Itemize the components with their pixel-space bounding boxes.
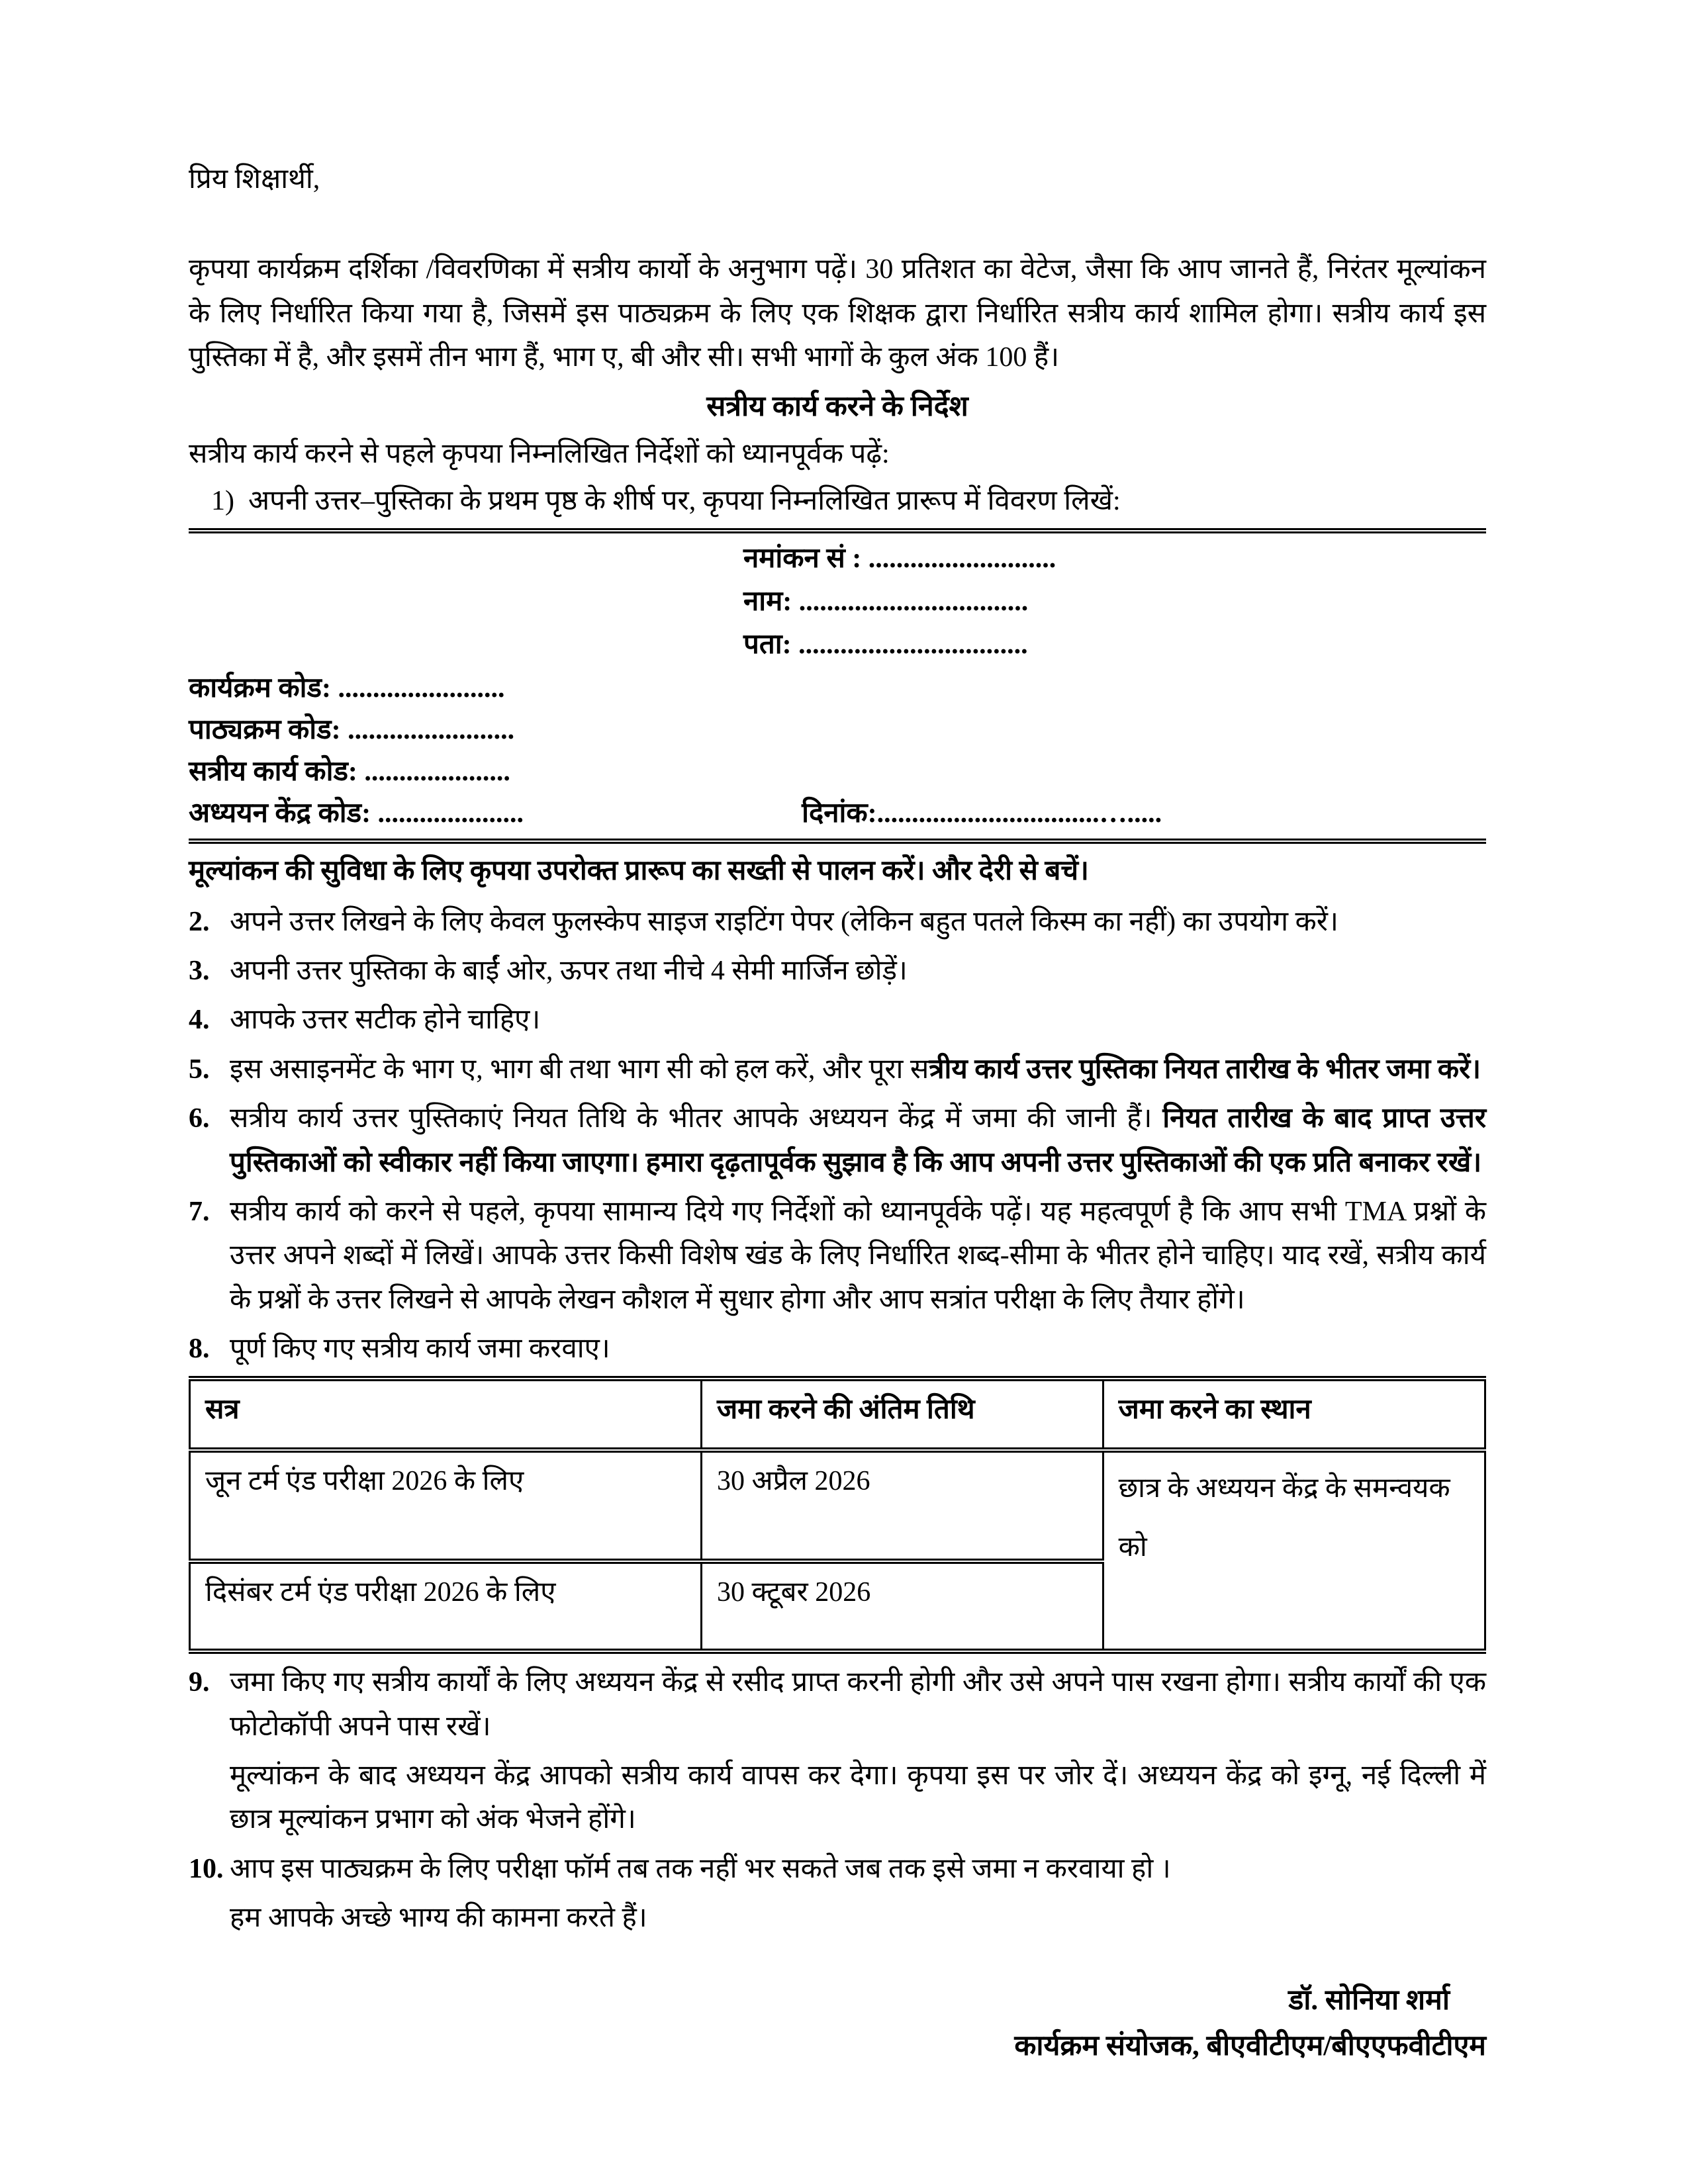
item-1-number: 1) xyxy=(211,485,234,516)
table-header-row xyxy=(190,1379,1485,1450)
section-heading: सत्रीय कार्य करने के निर्देश xyxy=(706,391,968,423)
enrollment-number-field: नमांकन सं : ........................... xyxy=(743,543,1056,574)
header-deadline: जमा करने की अंतिम तिथि xyxy=(702,1379,1103,1450)
submission-schedule-table xyxy=(189,1376,1486,1654)
item-5-number: 5. xyxy=(189,1054,210,1085)
table-row-june-2026 xyxy=(190,1450,1485,1561)
instruction-item-8 xyxy=(189,1327,1486,1371)
item-3-number: 3. xyxy=(189,956,210,987)
date-field: दिनांक:................................…..... xyxy=(802,798,1162,829)
session-june-2026: जून टर्म एंड परीक्षा 2026 के लिए xyxy=(190,1450,702,1561)
item-2-text: अपने उत्तर लिखने के लिए केवल फुलस्केप साइज राइटिंग पेपर (लेकिन बहुत पतले किस्म का नहीं) का उपयोग करें। xyxy=(230,906,1338,937)
instruction-item-6 xyxy=(189,1097,1486,1185)
item-9-text: जमा किए गए सत्रीय कार्यों के लिए अध्ययन केंद्र से रसीद प्राप्त करनी होगी और उसे अपने पास रखना होगा। सत्रीय कार्यों की एक फोटोकॉपी अपने पास रखें। xyxy=(230,1667,1486,1742)
item-3-text: अपनी उत्तर पुस्तिका के बाईं ओर, ऊपर तथा नीचे 4 सेमी मार्जिन छोड़ें। xyxy=(230,956,908,987)
intro-paragraph: कृपया कार्यक्रम दर्शिका /विवरणिका में सत्रीय कार्यो के अनुभाग पढ़ें। 30 प्रतिशत का वेटेज, जैसा कि आप जानते हैं, निरंतर मूल्यांकन के लिए निर्धारित किया गया है, जिसमें इस पाठ्यक्रम के लिए एक शिक्षक द्वारा निर्धारित सत्रीय कार्य शामिल होगा। सत्रीय कार्य इस पुस्तिका में है, और इसमें तीन भाग हैं, भाग ए, बी और सी। सभी भागों के कुल अंक 100 हैं। xyxy=(189,254,1486,373)
assignment-code-field: सत्रीय कार्य कोड: ..................... xyxy=(189,756,510,788)
item-9-continuation: मूल्यांकन के बाद अध्ययन केंद्र आपको सत्रीय कार्य वापस कर देगा। कृपया इस पर जोर दें। अध्ययन केंद्र को इग्नू, नई दिल्ली में छात्र मूल्यांकन प्रभाग को अंक भेजने होंगे। xyxy=(230,1760,1487,1835)
instruction-item-7 xyxy=(189,1190,1486,1322)
item-5-text: इस असाइनमेंट के भाग ए, भाग बी तथा भाग सी को हल करें, और पूरा सत्रीय कार्य उत्तर पुस्तिका नियत तारीख के भीतर जमा करें। xyxy=(230,1054,1481,1085)
deadline-june-2026: 30 अप्रैल 2026 xyxy=(702,1450,1103,1561)
course-code-field: पाठ्यक्रम कोड: ........................ xyxy=(189,715,515,746)
top-divider xyxy=(189,528,1486,533)
deadline-december-2026: 30 क्टूबर 2026 xyxy=(702,1561,1103,1651)
item-4-text: आपके उत्तर सटीक होने चाहिए। xyxy=(230,1005,541,1036)
item-1-text: अपनी उत्तर–पुस्तिका के प्रथम पृष्ठ के शीर्ष पर, कृपया निम्नलिखित प्रारूप में विवरण लिखें: xyxy=(248,485,1121,516)
item-7-text: सत्रीय कार्य को करने से पहले, कृपया सामान्य दिये गए निर्देशों को ध्यानपूर्वके पढ़ें। यह महत्वपूर्ण है कि आप सभी TMA प्रश्नों के उत्तर अपने शब्दों में लिखें। आपके उत्तर किसी विशेष खंड के लिए निर्धारित शब्द-सीमा के भीतर होने चाहिए। याद रखें, सत्रीय कार्य के प्रश्नों के उत्तर लिखने से आपके लेखन कौशल में सुधार होगा और आप सत्रांत परीक्षा के लिए तैयार होंगे। xyxy=(230,1196,1486,1315)
study-centre-date-row xyxy=(189,793,1486,835)
study-centre-code-field: अध्ययन केंद्र कोड: ..................... xyxy=(189,798,524,829)
item-10-text: आप इस पाठ्यक्रम के लिए परीक्षा फॉर्म तब तक नहीं भर सकते जब तक इसे जमा न करवाया हो । xyxy=(230,1853,1171,1884)
item-6-text: सत्रीय कार्य उत्तर पुस्तिकाएं नियत तिथि के भीतर आपके अध्ययन केंद्र में जमा की जानी हैं। नियत तारीख के बाद प्राप्त उत्तर पुस्तिकाओं को स्वीकार नहीं किया जाएगा। हमारा दृढ़तापूर्वक सुझाव है कि आप अपनी उत्तर पुस्तिकाओं की एक प्रति बनाकर रखें। xyxy=(230,1103,1486,1178)
instruction-item-9 xyxy=(189,1661,1486,1749)
item-8-text: पूर्ण किए गए सत्रीय कार्य जमा करवाए। xyxy=(230,1333,610,1364)
instruction-item-4 xyxy=(189,998,1486,1042)
item-8-number: 8. xyxy=(189,1333,210,1364)
item-9-number: 9. xyxy=(189,1667,210,1698)
bottom-divider xyxy=(189,839,1486,844)
item-2-number: 2. xyxy=(189,906,210,937)
signatory-name: डॉ. सोनिया शर्मा xyxy=(1288,1985,1450,2017)
closing-wish: हम आपके अच्छे भाग्य की कामना करते हैं। xyxy=(230,1903,647,1934)
session-december-2026: दिसंबर टर्म एंड परीक्षा 2026 के लिए xyxy=(190,1561,702,1651)
item-6-number: 6. xyxy=(189,1103,210,1134)
header-session: सत्र xyxy=(190,1379,702,1450)
instruction-item-2 xyxy=(189,900,1486,944)
instruction-item-3 xyxy=(189,949,1486,993)
address-field: पता: ................................. xyxy=(743,629,1028,660)
answer-book-header-form xyxy=(189,537,1486,835)
strict-format-note: मूल्यांकन की सुविधा के लिए कृपया उपरोक्त प्रारूप का सख्ती से पालन करें। और देरी से बचें। xyxy=(189,856,1089,887)
signatory-title: कार्यक्रम संयोजक, बीएवीटीएम/बीएएफवीटीएम xyxy=(1014,2030,1486,2062)
item-4-number: 4. xyxy=(189,1005,210,1036)
pre-list-note: सत्रीय कार्य करने से पहले कृपया निम्नलिखित निर्देशों को ध्यानपूर्वक पढ़ें: xyxy=(189,439,890,470)
signature-block xyxy=(189,1978,1486,2070)
instruction-item-5 xyxy=(189,1048,1486,1091)
header-place: जमा करने का स्थान xyxy=(1103,1379,1485,1450)
name-field: नाम: ................................. xyxy=(743,586,1029,617)
item-7-number: 7. xyxy=(189,1196,210,1227)
instruction-item-1 xyxy=(189,479,1486,523)
form-code-fields xyxy=(189,668,1486,835)
program-code-field: कार्यक्रम कोड: ........................ xyxy=(189,673,505,704)
form-centered-fields xyxy=(743,537,1486,666)
salutation: प्रिय शिक्षार्थी, xyxy=(189,164,320,195)
submission-place: छात्र के अध्ययन केंद्र के समन्वयक को xyxy=(1103,1450,1485,1651)
instruction-item-10 xyxy=(189,1847,1486,1891)
item-10-number: 10. xyxy=(189,1853,224,1884)
